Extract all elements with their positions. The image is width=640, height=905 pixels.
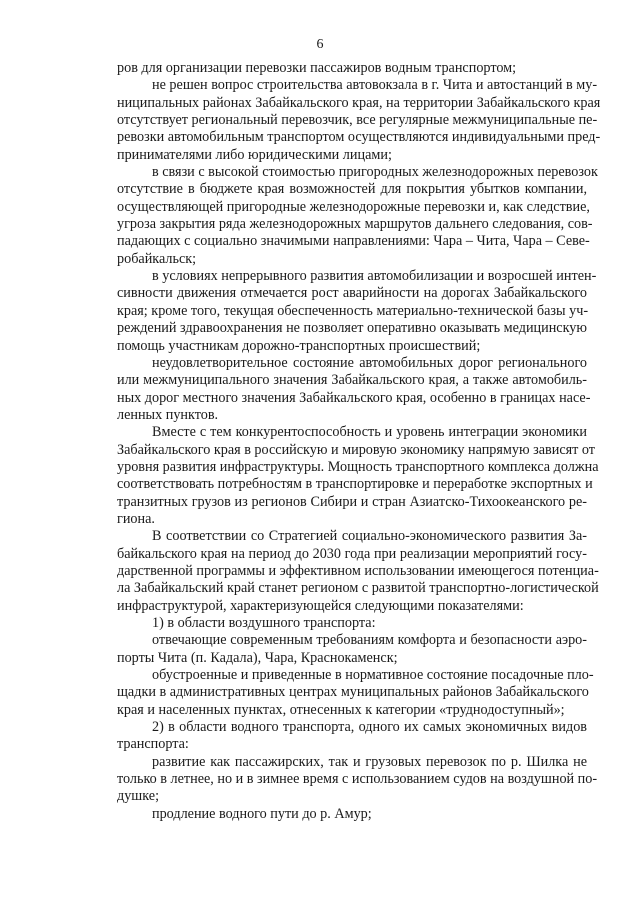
- text-line: отвечающие современным требованиям комфорта и безопасности аэро-: [152, 632, 587, 649]
- text-line: края; кроме того, текущая обеспеченность материально-технической базы уч-: [117, 302, 589, 319]
- text-line: гиона.: [117, 510, 155, 527]
- text-line: дарственной программы и эффективном использовании имеющегося потенциа-: [117, 562, 599, 579]
- text-line: транзитных грузов из регионов Сибири и стран Азиатско-Тихоокеанского ре-: [117, 493, 587, 510]
- text-line: робайкальск;: [117, 250, 197, 267]
- text-line: душке;: [117, 788, 160, 805]
- text-line: обустроенные и приведенные в нормативное состояние посадочные пло-: [152, 667, 594, 684]
- text-line: принимателями либо юридическими лицами;: [117, 146, 392, 163]
- text-line: угроза закрытия ряда железнодорожных маршрутов дальнего следования, сов-: [117, 216, 593, 233]
- text-line: уровня развития инфраструктуры. Мощность транспортного комплекса должна: [117, 458, 599, 475]
- text-line: развитие как пассажирских, так и грузовых перевозок по р. Шилка не: [152, 753, 587, 770]
- text-line: сивности движения отмечается рост аварийности на дорогах Забайкальского: [117, 285, 587, 302]
- text-line: отсутствует региональный перевозчик, все регулярные межмуниципальные пе-: [117, 112, 598, 129]
- text-line: байкальского края на период до 2030 года при реализации мероприятий госу-: [117, 545, 587, 562]
- text-line: или межмуниципального значения Забайкальского края, а также автомобиль-: [117, 372, 587, 389]
- text-line: Вместе с тем конкурентоспособность и уровень интеграции экономики: [152, 424, 587, 441]
- text-line: инфраструктурой, характеризующейся следующими показателями:: [117, 597, 524, 614]
- text-line: ревозки автомобильным транспортом осуществляются индивидуальными пред-: [117, 129, 601, 146]
- body-text: [117, 60, 601, 823]
- text-line: помощь участникам дорожно-транспортных происшествий;: [117, 337, 481, 354]
- text-line: соответствовать потребностям в транспортировке и переработке экспортных и: [117, 476, 593, 493]
- text-line: ла Забайкальский край станет регионом с развитой транспортно-логистической: [117, 580, 599, 597]
- text-line: ных дорог местного значения Забайкальского края, особенно в границах насе-: [117, 389, 591, 406]
- text-line: падающих с социально значимыми направлениями: Чара – Чита, Чара – Севе-: [117, 233, 590, 250]
- page-number: 6: [316, 37, 324, 52]
- text-line: В соответствии со Стратегией социально-экономического развития За-: [152, 528, 587, 545]
- text-line: ниципальных районах Забайкальского края, на территории Забайкальского края: [117, 94, 601, 111]
- text-line: отсутствие в бюджете края возможностей для покрытия убытков компании,: [117, 181, 587, 198]
- text-line: порты Чита (п. Кадала), Чара, Краснокаменск;: [117, 649, 398, 666]
- text-line: неудовлетворительное состояние автомобильных дорог регионального: [152, 354, 587, 371]
- text-line: осуществляющей пригородные железнодорожные перевозки и, как следствие,: [117, 198, 590, 215]
- text-line: в связи с высокой стоимостью пригородных железнодорожных перевозок: [152, 164, 598, 181]
- text-line: не решен вопрос строительства автовокзала в г. Чита и автостанций в му-: [152, 77, 598, 94]
- text-line: щадки в административных центрах муниципальных районов Забайкальского: [117, 684, 589, 701]
- text-line: 1) в области воздушного транспорта:: [152, 615, 376, 631]
- text-line: 2) в области водного транспорта, одного их самых экономичных видов: [152, 719, 587, 736]
- text-line: ров для организации перевозки пассажиров водным транспортом;: [117, 60, 517, 76]
- text-line: реждений здравоохранения не позволяет оперативно оказывать медицинскую: [117, 320, 587, 337]
- text-line: в условиях непрерывного развития автомобилизации и возросшей интен-: [152, 268, 597, 285]
- text-line: ленных пунктов.: [117, 406, 219, 423]
- text-line: транспорта:: [117, 736, 189, 753]
- text-line: края и населенных пунктах, отнесенных к категории «труднодоступный»;: [117, 701, 565, 718]
- text-line: Забайкальского края в российскую и мировую экономику напрямую зависят от: [117, 441, 596, 458]
- text-line: продление водного пути до р. Амур;: [152, 805, 372, 822]
- text-line: только в летнее, но и в зимнее время с использованием судов на воздушной по-: [117, 771, 598, 788]
